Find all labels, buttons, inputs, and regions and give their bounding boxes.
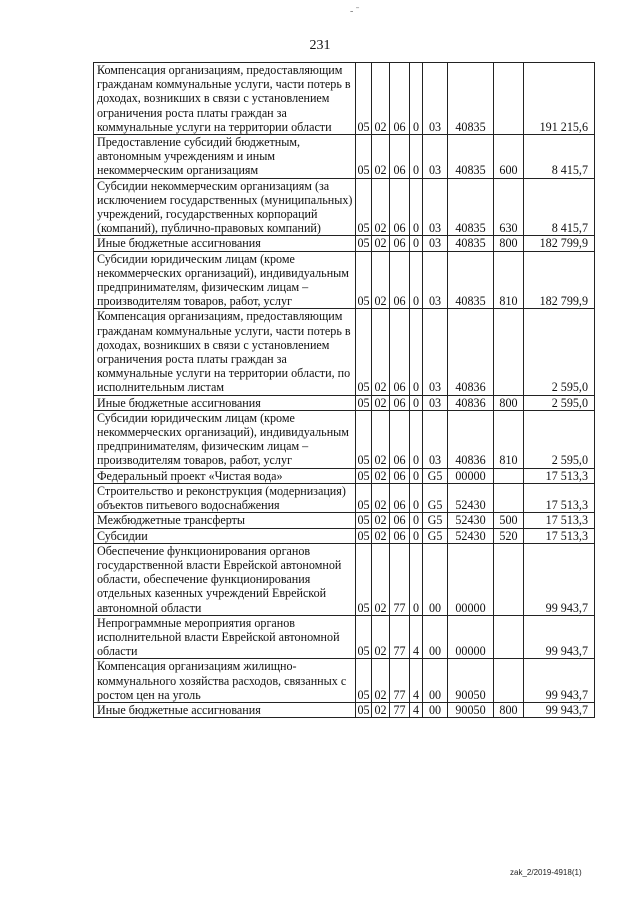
- expense-type-code: 800: [494, 236, 524, 251]
- table-row: [94, 410, 595, 468]
- top-mark: - ˉ: [350, 6, 360, 17]
- section-code: 05: [356, 410, 372, 468]
- event-code: 03: [423, 309, 448, 395]
- subsection-code: 02: [372, 236, 390, 251]
- section-code: 05: [356, 251, 372, 309]
- amount: 99 943,7: [524, 543, 595, 615]
- event-code: G5: [423, 468, 448, 483]
- expense-type-code: [494, 659, 524, 703]
- table-row: [94, 251, 595, 309]
- direction-code: 90050: [448, 659, 494, 703]
- program-code: 06: [390, 468, 410, 483]
- amount: 2 595,0: [524, 395, 595, 410]
- event-code: 00: [423, 543, 448, 615]
- row-name: Субсидии юридическим лицам (кроме некоммерческих организаций), индивидуальным предпринимателям, физическим лицам – производителям товаров, работ, услуг: [94, 410, 356, 468]
- table-row: [94, 309, 595, 395]
- section-code: 05: [356, 483, 372, 512]
- section-code: 05: [356, 135, 372, 179]
- expense-type-code: 810: [494, 410, 524, 468]
- program-code: 06: [390, 309, 410, 395]
- table-row: [94, 63, 595, 135]
- amount: 191 215,6: [524, 63, 595, 135]
- subsection-code: 02: [372, 135, 390, 179]
- expense-type-code: 810: [494, 251, 524, 309]
- event-code: G5: [423, 513, 448, 528]
- event-code: 00: [423, 702, 448, 717]
- section-code: 05: [357, 236, 370, 251]
- event-code: G5: [423, 528, 448, 543]
- amount: 17 513,3: [524, 513, 595, 528]
- subsection-code: 02: [372, 178, 390, 236]
- subsection-code: 02: [372, 615, 390, 659]
- program-code: 06: [390, 528, 410, 543]
- direction-code: 00000: [448, 543, 494, 615]
- program-code: 77: [390, 702, 410, 717]
- subprogram-code: 0: [410, 543, 423, 615]
- table-row: [94, 513, 595, 528]
- section-code: 05: [356, 178, 372, 236]
- subsection-code: 02: [372, 468, 390, 483]
- row-name: Иные бюджетные ассигнования: [94, 702, 356, 717]
- event-code: 03: [423, 135, 448, 179]
- table-row: [94, 483, 595, 512]
- row-name: Субсидии: [94, 528, 356, 543]
- expense-type-code: [494, 468, 524, 483]
- direction-code: 40836: [448, 309, 494, 395]
- subprogram-code: 4: [410, 659, 423, 703]
- amount: 2 595,0: [524, 410, 595, 468]
- expense-type-code: [494, 309, 524, 395]
- table-row: [94, 395, 595, 410]
- program-code: 06: [390, 513, 410, 528]
- program-code: 06: [390, 63, 410, 135]
- subprogram-code: 0: [410, 178, 423, 236]
- direction-code: 40835: [448, 178, 494, 236]
- expense-type-code: 630: [494, 178, 524, 236]
- direction-code: 40835: [448, 135, 494, 179]
- event-code: 03: [423, 410, 448, 468]
- footer-code: zak_2/2019-4918(1): [510, 868, 582, 877]
- table-row: [94, 543, 595, 615]
- table-row: [94, 236, 595, 251]
- event-code: 00: [423, 615, 448, 659]
- program-code: 06: [390, 251, 410, 309]
- expense-type-code: 500: [494, 513, 524, 528]
- table-row: [94, 135, 595, 179]
- row-name: Непрограммные мероприятия органов исполнительной власти Еврейской автономной области: [94, 615, 356, 659]
- direction-code: 00000: [448, 615, 494, 659]
- direction-code: 52430: [448, 513, 494, 528]
- subprogram-code: 0: [410, 251, 423, 309]
- subprogram-code: 0: [410, 309, 423, 395]
- row-name: Компенсация организациям жилищно-коммунального хозяйства расходов, связанных с ростом цен на уголь: [94, 659, 356, 703]
- amount: 99 943,7: [524, 659, 595, 703]
- expense-type-code: 800: [494, 702, 524, 717]
- event-code: 03: [423, 251, 448, 309]
- program-code: 06: [390, 395, 410, 410]
- direction-code: 00000: [448, 468, 494, 483]
- section-code: 05: [357, 468, 370, 483]
- subprogram-code: 0: [410, 483, 423, 512]
- expense-type-code: 600: [494, 135, 524, 179]
- table-row: [94, 615, 595, 659]
- subsection-code: 02: [372, 309, 390, 395]
- amount: 8 415,7: [524, 135, 595, 179]
- amount: 17 513,3: [524, 528, 595, 543]
- program-code: 06: [390, 410, 410, 468]
- section-code: 05: [357, 395, 370, 410]
- subsection-code: 02: [372, 395, 390, 410]
- expense-type-code: 800: [494, 395, 524, 410]
- amount: 17 513,3: [524, 483, 595, 512]
- event-code: 03: [423, 178, 448, 236]
- amount: 17 513,3: [524, 468, 595, 483]
- direction-code: 40836: [448, 395, 494, 410]
- subprogram-code: 0: [410, 528, 423, 543]
- subsection-code: 02: [372, 483, 390, 512]
- subsection-code: 02: [372, 543, 390, 615]
- row-name: Компенсация организациям, предоставляющим гражданам коммунальные услуги, части потерь в доходах, возникших в связи с установлением ограничения роста платы граждан за коммунальные услуги на территории области: [94, 63, 356, 135]
- expense-type-code: [494, 543, 524, 615]
- subsection-code: 02: [372, 251, 390, 309]
- row-name: Предоставление субсидий бюджетным, автономным учреждениям и иным некоммерческим организациям: [94, 135, 356, 179]
- expense-type-code: [494, 483, 524, 512]
- program-code: 77: [390, 543, 410, 615]
- section-code: 05: [356, 615, 372, 659]
- table-row: [94, 659, 595, 703]
- direction-code: 52430: [448, 528, 494, 543]
- row-name: Компенсация организациям, предоставляющим гражданам коммунальные услуги, части потерь в доходах, возникших в связи с установлением ограничения роста платы граждан за коммунальные услуги на территории области, по исполнительным листам: [94, 309, 356, 395]
- budget-table: [93, 62, 595, 718]
- amount: 182 799,9: [524, 236, 595, 251]
- page-number: 231: [309, 38, 331, 53]
- amount: 99 943,7: [524, 702, 595, 717]
- expense-type-code: [494, 63, 524, 135]
- program-code: 77: [390, 659, 410, 703]
- row-name: Строительство и реконструкция (модернизация) объектов питьевого водоснабжения: [94, 483, 356, 512]
- subprogram-code: 0: [410, 513, 423, 528]
- section-code: 05: [357, 702, 370, 717]
- event-code: 03: [423, 236, 448, 251]
- direction-code: 40836: [448, 410, 494, 468]
- subsection-code: 02: [372, 410, 390, 468]
- row-name: Иные бюджетные ассигнования: [94, 236, 356, 251]
- section-code: 05: [356, 659, 372, 703]
- subprogram-code: 0: [410, 236, 423, 251]
- row-name: Федеральный проект «Чистая вода»: [94, 468, 356, 483]
- event-code: 03: [423, 63, 448, 135]
- section-code: 05: [356, 309, 372, 395]
- subsection-code: 02: [372, 659, 390, 703]
- subprogram-code: 0: [410, 135, 423, 179]
- row-name: Иные бюджетные ассигнования: [94, 395, 356, 410]
- program-code: 06: [390, 135, 410, 179]
- program-code: 06: [390, 483, 410, 512]
- program-code: 06: [390, 178, 410, 236]
- row-name: Обеспечение функционирования органов государственной власти Еврейской автономной области, обеспечение функционирования отдельных казенных учреждений Еврейской автономной области: [94, 543, 356, 615]
- subsection-code: 02: [372, 63, 390, 135]
- subprogram-code: 4: [410, 702, 423, 717]
- table-row: [94, 702, 595, 717]
- subprogram-code: 0: [410, 410, 423, 468]
- event-code: 00: [423, 659, 448, 703]
- section-code: 05: [356, 63, 372, 135]
- program-code: 06: [390, 236, 410, 251]
- subprogram-code: 0: [410, 468, 423, 483]
- subsection-code: 02: [372, 702, 390, 717]
- event-code: G5: [423, 483, 448, 512]
- direction-code: 40835: [448, 236, 494, 251]
- table-body: [94, 63, 595, 718]
- subprogram-code: 4: [410, 615, 423, 659]
- subsection-code: 02: [372, 513, 390, 528]
- table-row: [94, 528, 595, 543]
- section-code: 05: [357, 528, 370, 543]
- expense-type-code: 520: [494, 528, 524, 543]
- row-name: Субсидии некоммерческим организациям (за исключением государственных (муниципальных) учреждений, государственных корпораций (компаний), публично-правовых компаний): [94, 178, 356, 236]
- row-name: Межбюджетные трансферты: [94, 513, 356, 528]
- amount: 8 415,7: [524, 178, 595, 236]
- section-code: 05: [356, 543, 372, 615]
- program-code: 77: [390, 615, 410, 659]
- subprogram-code: 0: [410, 395, 423, 410]
- expense-type-code: [494, 615, 524, 659]
- event-code: 03: [423, 395, 448, 410]
- table-row: [94, 178, 595, 236]
- amount: 2 595,0: [524, 309, 595, 395]
- table-row: [94, 468, 595, 483]
- direction-code: 40835: [448, 251, 494, 309]
- direction-code: 40835: [448, 63, 494, 135]
- direction-code: 52430: [448, 483, 494, 512]
- section-code: 05: [357, 513, 370, 528]
- subprogram-code: 0: [410, 63, 423, 135]
- direction-code: 90050: [448, 702, 494, 717]
- amount: 182 799,9: [524, 251, 595, 309]
- row-name: Субсидии юридическим лицам (кроме некоммерческих организаций), индивидуальным предпринимателям, физическим лицам – производителям товаров, работ, услуг: [94, 251, 356, 309]
- subsection-code: 02: [372, 528, 390, 543]
- amount: 99 943,7: [524, 615, 595, 659]
